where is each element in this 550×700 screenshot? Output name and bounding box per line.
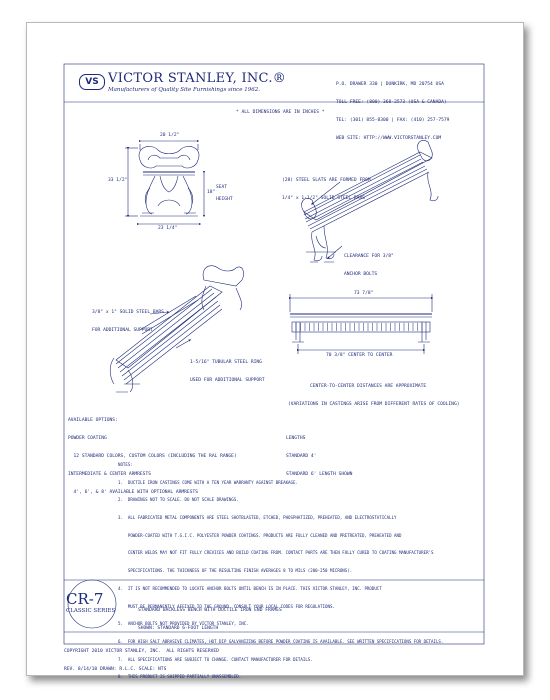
footer bbox=[64, 637, 219, 679]
options-line: 12 STANDARD COLORS, CUSTOM COLORS (INCLUDING THE RAL RANGE) bbox=[68, 454, 237, 459]
company-tagline: Manufacturers of Quality Site Furnishings since 1962. bbox=[108, 87, 260, 93]
address-line: TOLL FREE: (800) 368-2573 (USA & CANADA) bbox=[336, 100, 447, 105]
options-heading: AVAILABLE OPTIONS: bbox=[68, 418, 118, 423]
callout-line: FOR ADDITIONAL SUPPORT bbox=[92, 328, 153, 333]
callout-line: ANCHOR BOLTS bbox=[344, 272, 378, 277]
note-line: MUST BE PERMANENTLY AFFIXED TO THE GROUND. CONSULT YOUR LOCAL CODES FOR REGULATIONS. bbox=[118, 603, 335, 609]
note-line: 3. ALL FABRICATED METAL COMPONENTS ARE STEEL SHOTBLASTED, ETCHED, PHOSPHATIZED, PREHEATED, AND ELECTROSTATICALLY bbox=[118, 514, 397, 520]
tubular-ring-callout bbox=[190, 348, 265, 390]
product-description bbox=[138, 596, 282, 638]
revision-line: REV. 8/14/10 DRAWN: R.L.C. SCALE: NTS bbox=[64, 667, 167, 672]
note-line: 8. THIS PRODUCT IS SHIPPED PARTIALLY UNASSEMBLED. bbox=[118, 674, 242, 680]
options-line: 4', 6', & 8' AVAILABLE WITH OPTIONAL ARMRESTS bbox=[68, 490, 198, 495]
note-line: CENTER-TO-CENTER DISTANCES ARE APPROXIMATE bbox=[310, 384, 427, 389]
seat-height-label: HEIGHT bbox=[216, 197, 233, 202]
lengths-heading: LENGTHS bbox=[286, 436, 306, 441]
lengths-line: STANDARD 4' bbox=[286, 454, 317, 459]
callout-line: CLEARANCE FOR 3/8" bbox=[344, 254, 394, 259]
end-view-drawing bbox=[125, 141, 204, 224]
center-note bbox=[288, 372, 459, 414]
front-view-slats bbox=[296, 323, 422, 331]
clearance-callout bbox=[344, 242, 394, 284]
description-line: STANDARD BACKLESS BENCH WITH DUCTILE IRON END FRAMES bbox=[138, 608, 282, 613]
note-line: (VARIATIONS IN CASTINGS ARISE FROM DIFFERENT RATES OF COOLING) bbox=[288, 402, 460, 407]
top-width-dimension: 20 1/2" bbox=[160, 133, 180, 138]
company-logo: VS bbox=[79, 74, 105, 90]
address-line: WEB SITE: HTTP://WWW.VICTORSTANLEY.COM bbox=[336, 136, 442, 141]
callout-line: (28) STEEL SLATS ARE FORMED FROM bbox=[282, 178, 371, 183]
series-name: CLASSIC SERIES bbox=[66, 608, 116, 614]
note-line: 7. ALL SPECIFICATIONS ARE SUBJECT TO CHANGE. CONTACT MANUFACTURER FOR DETAILS. bbox=[118, 656, 313, 662]
copyright-line: COPYRIGHT 2010 VICTOR STANLEY, INC. ALL RIGHTS RESERVED bbox=[64, 649, 219, 654]
center-to-center-dimension: 70 3/8" CENTER TO CENTER bbox=[326, 353, 393, 358]
note-line: SPECIFICATIONS. THE THICKNESS OF THE RESULTING FINISH AVERAGES 8 TO MILS (200-250 MICRONS). bbox=[118, 568, 353, 574]
note-line: CENTER WELDS MAY NOT FIT FULLY CREVICES AND BUILD COATING FROM. CONTACT PARTS ARE THEN FULLY CURED TO COATING MANUFACTURER'S bbox=[118, 550, 434, 556]
callout-line: 3/8" x 1" SOLID STEEL BARS bbox=[92, 310, 164, 315]
overall-length-dimension: 73 7/8" bbox=[354, 291, 374, 296]
address-line: TEL: (301) 855-8300 | FAX: (410) 257-7579 bbox=[336, 118, 450, 123]
note-line: POWDER-COATED WITH T.G.I.C. POLYESTER POWDER COATINGS. PRODUCTS ARE FULLY CLEANED AND PRETREATED, PREHEATED AND bbox=[118, 532, 402, 538]
description-line: SHOWN: STANDARD 6-FOOT LENGTH bbox=[138, 626, 219, 631]
dimensions-note: * ALL DIMENSIONS ARE IN INCHES * bbox=[236, 110, 325, 115]
options-line: INTERMEDIATE & CENTER ARMRESTS bbox=[68, 472, 151, 477]
callout-line: 1-5/16" TUBULAR STEEL RING bbox=[190, 360, 262, 365]
front-view-drawing bbox=[290, 294, 432, 354]
callout-line: 1/4" x 1-1/2" SOLID STEEL BARS bbox=[282, 196, 365, 201]
seat-height-dimension: 18" bbox=[207, 190, 216, 195]
support-bars-callout bbox=[92, 298, 164, 340]
slats-callout bbox=[282, 166, 371, 208]
note-line: 4. IT IS NOT RECOMMENDED TO LOCATE ANCHOR BOLTS UNTIL BENCH IS IN PLACE. THIS VICTOR STANLEY, INC. PRODUCT bbox=[118, 585, 382, 591]
note-line: 2. DRAWINGS NOT TO SCALE. DO NOT SCALE DRAWINGS. bbox=[118, 497, 239, 503]
height-dimension: 33 1/2" bbox=[108, 178, 128, 183]
seat-height-label: SEAT bbox=[216, 185, 228, 190]
options-line: POWDER COATING bbox=[68, 436, 107, 441]
lengths-line: STANDARD 6' LENGTH SHOWN bbox=[286, 472, 353, 477]
note-line: 6. FOR HIGH SALT ABRASIVE CLIMATES, HOT DIP GALVANIZING BEFORE POWDER COATING IS AVAILABLE. SEE WRITTEN SPECIFICATIONS FOR DETAILS. bbox=[118, 639, 444, 644]
note-line: 1. DUCTILE IRON CASTINGS COME WITH A TEN YEAR WARRANTY AGAINST BREAKAGE. bbox=[118, 479, 298, 485]
address-block bbox=[336, 70, 449, 148]
callout-line: USED FOR ADDITIONAL SUPPORT bbox=[190, 378, 265, 383]
address-line: P.O. DRAWER 330 | DUNKIRK, MD 20754 USA bbox=[336, 82, 444, 87]
model-number: CR-7 bbox=[66, 590, 104, 608]
note-line: 5. ANCHOR BOLTS NOT PROVIDED BY VICTOR STANLEY, INC. bbox=[118, 621, 249, 627]
notes-heading: NOTES: bbox=[118, 461, 133, 467]
base-width-dimension: 23 1/4" bbox=[158, 226, 178, 231]
company-name: VICTOR STANLEY, INC.® bbox=[108, 71, 287, 86]
